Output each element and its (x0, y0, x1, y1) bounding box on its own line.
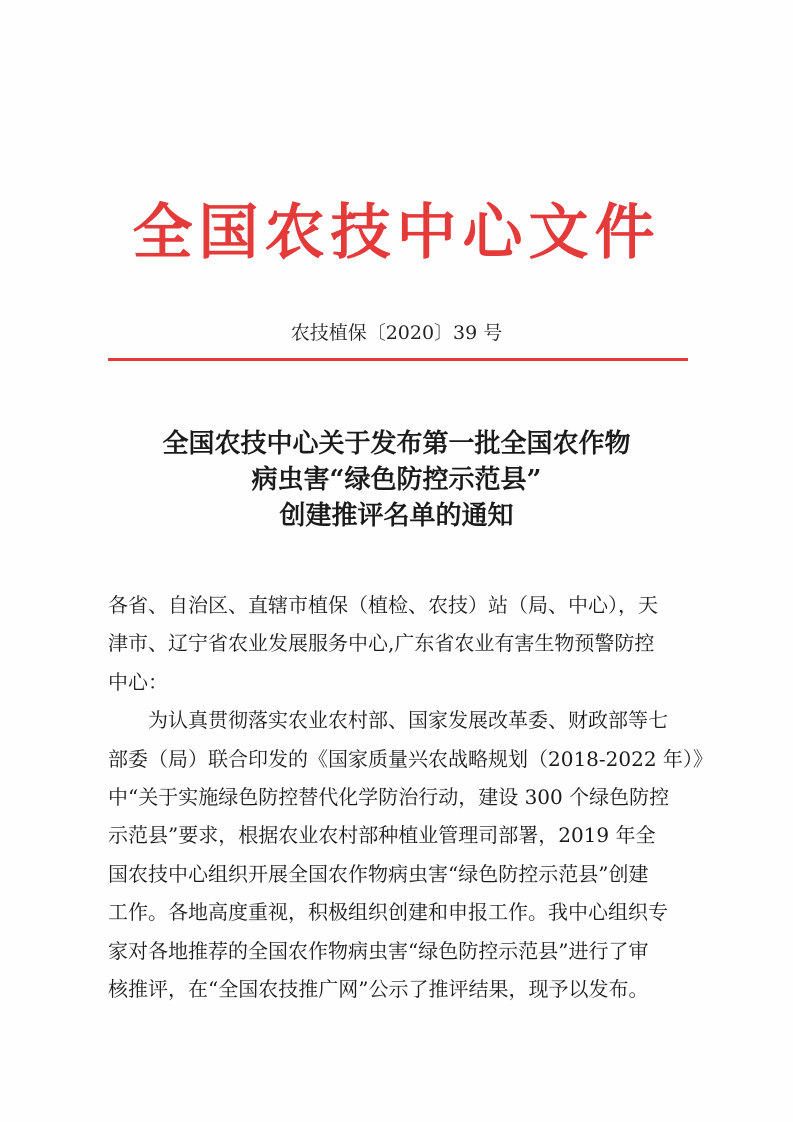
paragraph-line: 家对各地推荐的全国农作物病虫害“绿色防控示范县”进行了审 (108, 938, 649, 963)
addressee-line: 各省、自治区、直辖市植保（植检、农技）站（局、中心），天 (108, 593, 658, 617)
addressee-line: 中心： (108, 669, 168, 694)
document-number: 农技植保〔2020〕39 号 (290, 322, 503, 344)
paragraph-line: 国农技中心组织开展全国农作物病虫害“绿色防控示范县”创建 (108, 861, 649, 886)
addressee-line: 津市、辽宁省农业发展服务中心,广东省农业有害生物预警防控 (108, 631, 655, 656)
paragraph-line: 中“关于实施绿色防控替代化学防治行动，建设 300 个绿色防控 (108, 784, 670, 809)
notice-title-line: 病虫害“绿色防控示范县” (251, 465, 542, 495)
notice-title (0, 426, 793, 534)
notice-title-line: 全国农技中心关于发布第一批全国农作物 (162, 429, 631, 459)
notice-title-line: 创建推评名单的通知 (279, 501, 514, 531)
paragraph-line: 部委（局）联合印发的《国家质量兴农战略规划（2018-2022 年）》 (108, 746, 713, 771)
paragraph-line: 为认真贯彻落实农业农村部、国家发展改革委、财政部等七 (148, 708, 668, 733)
masthead-title: 全国农技中心文件 (132, 198, 661, 268)
paragraph-line: 示范县”要求，根据农业农村部种植业管理司部署，2019 年全 (108, 823, 656, 848)
red-divider-rule (108, 358, 688, 361)
notice-body (108, 586, 713, 1008)
paragraph-line: 核推评，在“全国农技推广网”公示了推评结果，现予以发布。 (108, 976, 649, 1001)
paragraph-line: 工作。各地高度重视，积极组织创建和申报工作。我中心组织专 (108, 900, 668, 925)
